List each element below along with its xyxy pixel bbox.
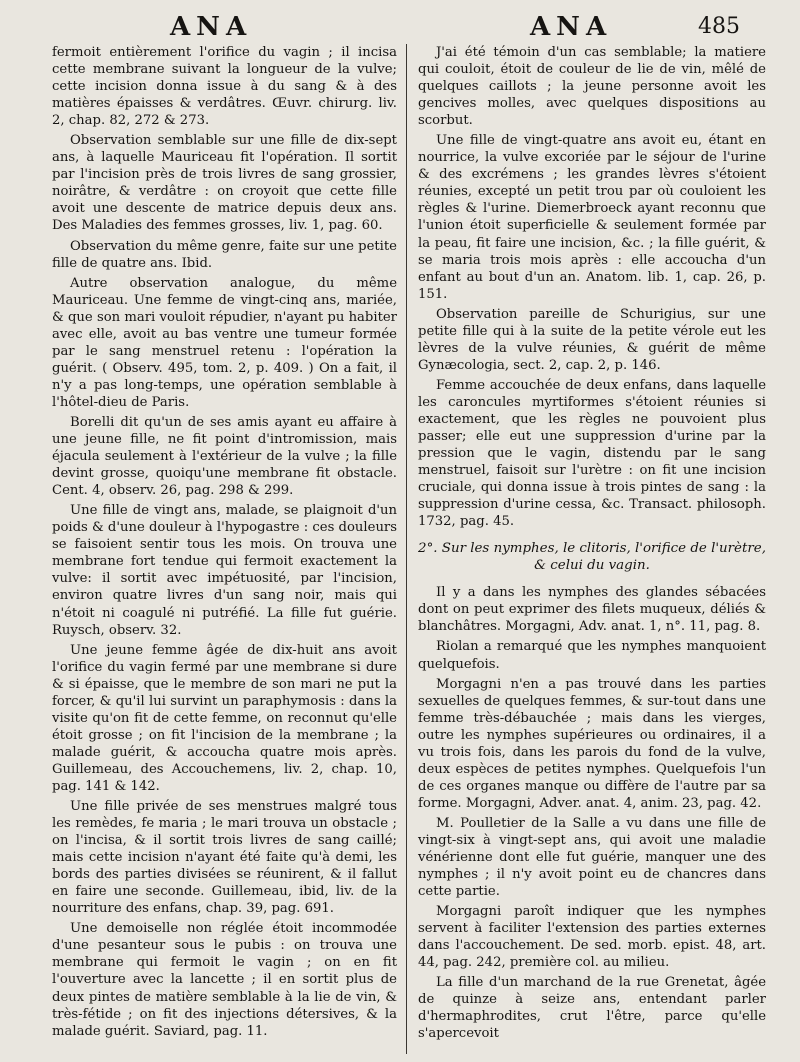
paragraph: Il y a dans les nymphes des glandes sébacées dont on peut exprimer des filets muqueux, déliés & blanchâtres. Morgagni, Adv. anat. 1, n°. 11, pag. 8. bbox=[418, 585, 766, 635]
header-left-word: ANA bbox=[170, 12, 253, 42]
paragraph: Une jeune femme âgée de dix-huit ans avoit l'orifice du vagin fermé par une membrane si dure & si épaisse, que le membre de son mari ne put la forcer, & qu'il lui survint un paraphymosis : dans la visite qu'on fit de cette femme, on reconnut qu'elle étoit grosse ; on fit l'incision de la membrane ; la malade guérit, & accoucha quatre mois après. Guillemeau, des Accouchemens, liv. 2, chap. 10, pag. 141 & 142. bbox=[52, 642, 397, 794]
paragraph: fermoit entièrement l'orifice du vagin ; il incisa cette membrane suivant la longueur de la vulve; cette incision donna issue à du sang & à des matières épaisses & verdâtres. Œuvr. chirurg. liv. 2, chap. 82, 272 & 273. bbox=[52, 45, 397, 129]
paragraph: M. Poulletier de la Salle a vu dans une fille de vingt-six à vingt-sept ans, qui avoit une maladie vénérienne dont elle fut guérie, manquer une des nymphes ; il n'y avoit point eu de chancres dans cette partie. bbox=[418, 815, 766, 900]
paragraph: Une fille de vingt-quatre ans avoit eu, étant en nourrice, la vulve excoriée par le séjour de l'urine & des excrémens ; les grandes lèvres s'étoient réunies, excepté un petit trou par où couloient les règles & l'urine. Diemerbroeck ayant reconnu que l'union étoit superficielle & seulement formée par la peau, fit faire une incision, &c. ; la fille guérit, & se maria trois mois après : elle accoucha d'un enfant au bout d'un an. Anatom. lib. 1, cap. 26, p. 151. bbox=[418, 133, 766, 302]
left-column bbox=[52, 44, 397, 1043]
paragraph: Observation du même genre, faite sur une petite fille de quatre ans. Ibid. bbox=[52, 238, 397, 271]
paragraph: Autre observation analogue, du même Mauriceau. Une femme de vingt-cinq ans, mariée, & que son mari vouloit répudier, n'ayant pu habiter avec elle, avoit au bas ventre une tumeur formée par le sang menstruel retenu : l'opération la guérit. ( Observ. 495, tom. 2, p. 409. ) On a fait, il n'y a pas long-temps, une opération semblable à l'hôtel-dieu de Paris. bbox=[52, 275, 397, 410]
section-heading: 2°. Sur les nymphes, le clitoris, l'orifice de l'urètre, & celui du vagin. bbox=[418, 541, 766, 574]
header-right-word: ANA bbox=[530, 12, 613, 42]
paragraph: Morgagni paroît indiquer que les nymphes servent à faciliter l'extension des parties externes dans l'accouchement. De sed. morb. epist. 48, art. 44, pag. 242, première col. au milieu. bbox=[418, 904, 766, 971]
paragraph: J'ai été témoin d'un cas semblable; la matiere qui couloit, étoit de couleur de lie de vin, mêlé de quelques caillots ; la jeune personne avoit les gencives molles, avec quelques dispositions au scorbut. bbox=[418, 45, 766, 129]
paragraph: Borelli dit qu'un de ses amis ayant eu affaire à une jeune fille, ne fit point d'intromission, mais éjacula seulement à l'extérieur de la vulve ; la fille devint grosse, quoiqu'une membrane fit obstacle. Cent. 4, observ. 26, pag. 298 & 299. bbox=[52, 414, 397, 499]
page-number: 485 bbox=[698, 14, 740, 39]
paragraph: Observation semblable sur une fille de dix-sept ans, à laquelle Mauriceau fit l'opération. Il sortit par l'incision près de trois livres de sang grossier, noirâtre, & verdâtre : on croyoit que cette fille avoit une descente de matrice depuis deux ans. Des Maladies des femmes grosses, liv. 1, pag. 60. bbox=[52, 133, 397, 234]
right-column bbox=[418, 44, 766, 1046]
column-divider bbox=[406, 44, 407, 1054]
paragraph: Observation pareille de Schurigius, sur une petite fille qui à la suite de la petite vérole eut les lèvres de la vulve réunies, & guérit de même Gynæcologia, sect. 2, cap. 2, p. 146. bbox=[418, 306, 766, 373]
paragraph: Femme accouchée de deux enfans, dans laquelle les caroncules myrtiformes s'étoient réunies si exactement, que les règles ne pouvoient plus passer; elle eut une suppression d'urine par la pression que le vagin, distendu par le sang menstruel, faisoit sur l'urètre : on fit une incision cruciale, qui donna issue à trois pintes de sang : la suppression d'urine cessa, &c. Transact. philosoph. 1732, pag. 45. bbox=[418, 377, 766, 530]
paragraph: Morgagni n'en a pas trouvé dans les parties sexuelles de quelques femmes, & sur-tout dans une femme très-débauchée ; mais dans les vierges, outre les nymphes supérieures ou ordinaires, il a vu trois fois, dans les parois du fond de la vulve, deux espèces de petites nymphes. Quelquefois l'un de ces organes manque ou diffère de l'autre par sa forme. Morgagni, Adver. anat. 4, anim. 23, pag. 42. bbox=[418, 676, 766, 811]
paragraph: Une demoiselle non réglée étoit incommodée d'une pesanteur sous le pubis : on trouva une membrane qui fermoit le vagin ; on en fit l'ouverture avec la lancette ; il en sortit plus de deux pintes de matière semblable à la lie de vin, & très-fétide ; on fit des injections détersives, & la malade guérit. Saviard, pag. 11. bbox=[52, 921, 397, 1039]
paragraph: La fille d'un marchand de la rue Grenetat, âgée de quinze à seize ans, entendant parler d'hermaphrodites, crut l'être, parce qu'elle s'apercevoit bbox=[418, 975, 766, 1042]
running-header bbox=[0, 6, 800, 40]
paragraph: Riolan a remarqué que les nymphes manquoient quelquefois. bbox=[418, 639, 766, 672]
paragraph: Une fille privée de ses menstrues malgré tous les remèdes, fe maria ; le mari trouva un obstacle ; on l'incisa, & il sortit trois livres de sang caillé; mais cette incision n'ayant été faite qu'à demi, les bords des parties divisées se réunirent, & il fallut en faire une seconde. Guillemeau, ibid, liv. de la nourriture des enfans, chap. 39, pag. 691. bbox=[52, 799, 397, 917]
paragraph: Une fille de vingt ans, malade, se plaignoit d'un poids & d'une douleur à l'hypogastre : ces douleurs se faisoient sentir tous les mois. On trouva une membrane fort tendue qui fermoit exactement la vulve: il sortit avec impétuosité, par l'incision, environ quatre livres d'un sang noir, mais qui n'étoit ni coagulé ni putréfié. La fille fut guérie. Ruysch, observ. 32. bbox=[52, 503, 398, 638]
